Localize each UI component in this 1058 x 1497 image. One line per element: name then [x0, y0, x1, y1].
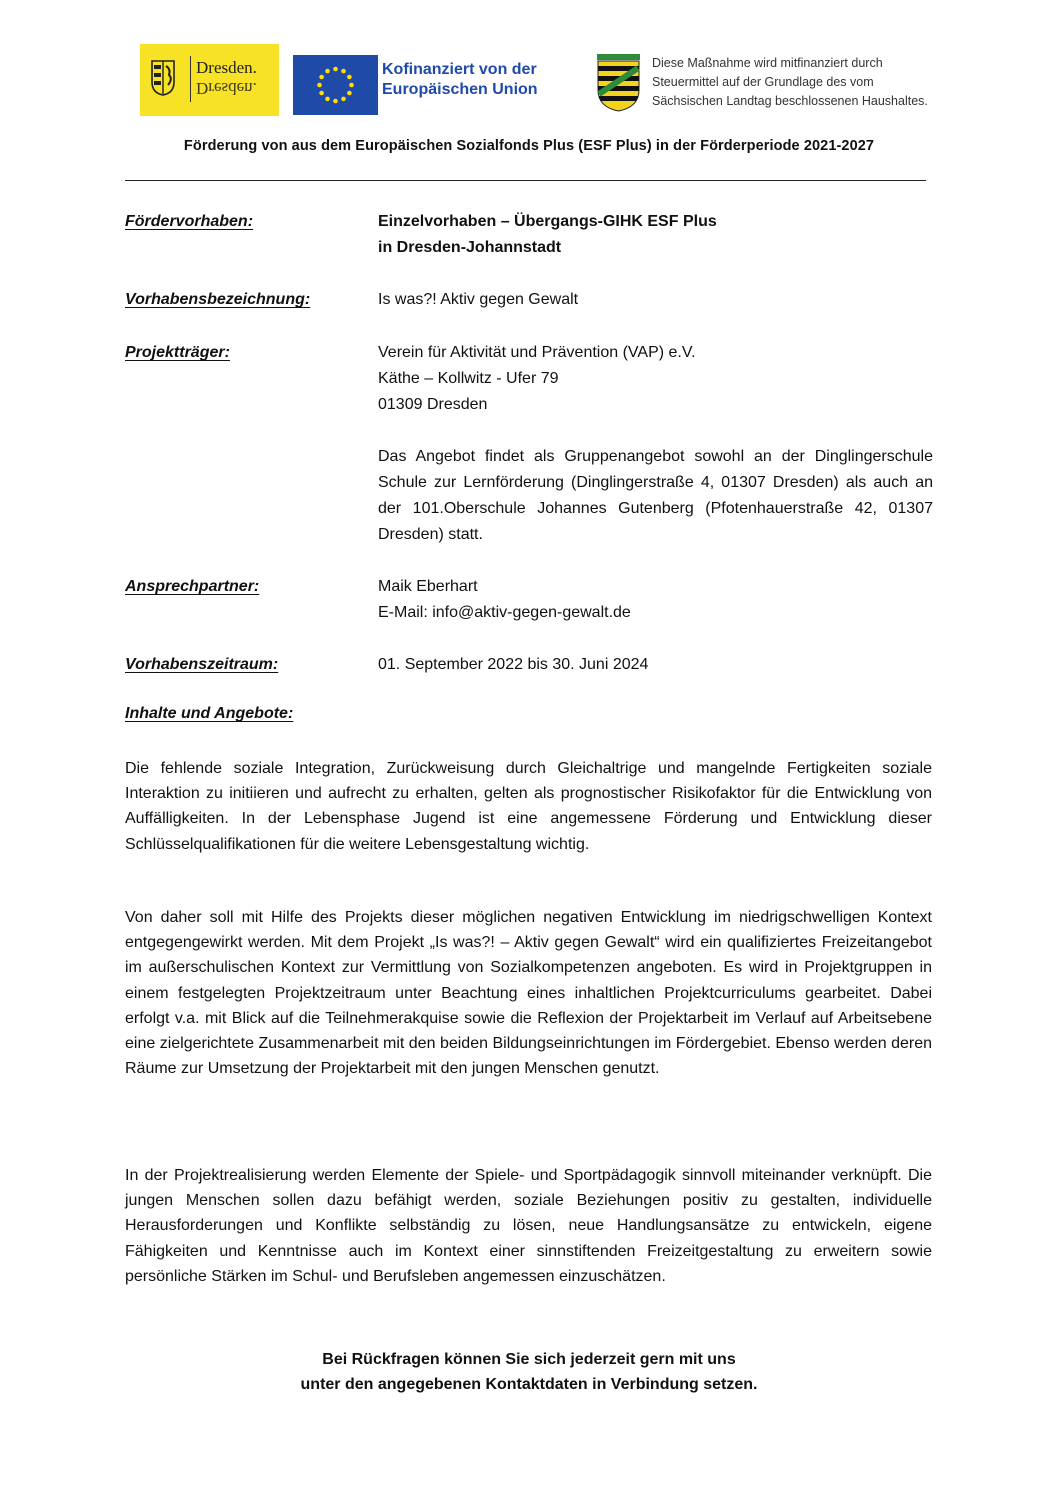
- field-label: Ansprechpartner:: [125, 578, 260, 595]
- saxony-funding-text: [652, 54, 982, 111]
- section-title: Inhalte und Angebote:: [125, 705, 294, 722]
- paragraph-3: In der Projektrealisierung werden Elemente der Spiele- und Sportpädagogik sinnvoll miteinander verknüpft. Die jungen Menschen sollen dazu befähigt werden, soziale Beziehungen positiv zu gestalten, individuelle Herausforderungen und Konflikte selbständig zu lösen, neue Handlungsansätze zu entwickeln, eigene Fähigkeiten und Kenntnisse auch im Kontext einer sinnstiftenden Freizeitgestaltung zu erweitern sowie persönliche Stärken im Schul- und Berufsleben angemessen einzuschätzen.: [125, 1167, 932, 1285]
- saxony-text-line-3: Sächsischen Landtag beschlossenen Haushaltes.: [652, 94, 928, 108]
- traeger-location-note: Das Angebot findet als Gruppenangebot sowohl an der Dinglingerschule Schule zur Lernförderung (Dinglingerstraße 4, 01307 Dresden) als auch an der 101.Oberschule Johannes Gutenberg (Pfotenhauerstraße 42, 01307 Dresden) statt.: [378, 448, 933, 543]
- saxony-text-line-2: Steuermittel auf der Grundlage des vom: [652, 75, 874, 89]
- header-divider: [125, 180, 926, 181]
- eu-text-line-1: Kofinanziert von der: [382, 61, 537, 78]
- field-value: Is was?! Aktiv gegen Gewalt: [378, 291, 579, 308]
- traeger-street: Käthe – Kollwitz - Ufer 79: [378, 370, 559, 387]
- saxony-text-line-1: Diese Maßnahme wird mitfinanziert durch: [652, 56, 883, 70]
- eu-text-line-2: Europäischen Union: [382, 81, 538, 98]
- traeger-city: 01309 Dresden: [378, 396, 488, 413]
- closing-note: [0, 1347, 1058, 1397]
- paragraph-1: Die fehlende soziale Integration, Zurückweisung durch Gleichaltrige und mangelnde Fertigkeiten soziale Interaktion zu initiieren und aufrecht zu erhalten, gelten als prognostischer Risikofaktor für die Entwicklung von Auffälligkeiten. In der Lebensphase Jugend ist eine angemessene Förderung und Entwicklung dieser Schlüsselqualifikationen für die weitere Lebensgestaltung wichtig.: [125, 760, 932, 853]
- field-value: [378, 574, 933, 626]
- field-value: 01. September 2022 bis 30. Juni 2024: [378, 656, 649, 673]
- eu-flag-icon: [293, 55, 378, 115]
- field-value: [378, 209, 933, 261]
- field-value: [378, 340, 933, 548]
- dresden-wordmark-reflection: Dresden.: [196, 79, 257, 98]
- traeger-name: Verein für Aktivität und Prävention (VAP) e.V.: [378, 344, 696, 361]
- dresden-coat-of-arms-icon: [151, 60, 175, 96]
- field-label: Fördervorhaben:: [125, 213, 254, 230]
- field-label: Projektträger:: [125, 344, 230, 361]
- dresden-logo: [140, 44, 279, 116]
- paragraph-2: Von daher soll mit Hilfe des Projekts dieser möglichen negativen Entwicklung im niedrigschwelligen Kontext entgegengewirkt werden. Mit dem Projekt „Is was?! – Aktiv gegen Gewalt“ wird ein qualifiziertes Freizeitangebot im außerschulischen Kontext zur Vermittlung von Sozialkompetenzen angeboten. Es wird in Projektgruppen in einem festgelegten Projektzeitraum unter Beachtung eines inhaltlichen Projektcurriculums gearbeitet. Dabei erfolgt v.a. mit Blick auf die Teilnehmerakquise sowie die Reflexion der Projektarbeit im Verlauf auf Arbeitsebene eine zielgerichtete Zusammenarbeit mit den beiden Bildungseinrichtungen im Fördergebiet. Ebenso werden deren Räume zur Umsetzung der Projektarbeit mit den jungen Menschen genutzt.: [125, 909, 932, 1078]
- dresden-logo-separator: [190, 56, 191, 102]
- dresden-wordmark: Dresden.: [196, 58, 257, 77]
- value-line-2: in Dresden-Johannstadt: [378, 239, 562, 256]
- funding-header: Förderung von aus dem Europäischen Sozialfonds Plus (ESF Plus) in der Förderperiode 2021-2027: [183, 138, 875, 154]
- closing-line-2: unter den angegebenen Kontaktdaten in Verbindung setzen.: [300, 1376, 758, 1393]
- field-label: Vorhabenszeitraum:: [125, 656, 279, 673]
- closing-line-1: Bei Rückfragen können Sie sich jederzeit gern mit uns: [322, 1351, 736, 1368]
- eu-cofinancing-text: [382, 60, 582, 100]
- saxony-coat-of-arms-icon: [597, 54, 640, 112]
- contact-email[interactable]: E-Mail: info@aktiv-gegen-gewalt.de: [378, 604, 631, 621]
- field-label: Vorhabensbezeichnung:: [125, 291, 311, 308]
- value-line-1: Einzelvorhaben – Übergangs-GIHK ESF Plus: [378, 213, 717, 230]
- contact-name: Maik Eberhart: [378, 578, 478, 595]
